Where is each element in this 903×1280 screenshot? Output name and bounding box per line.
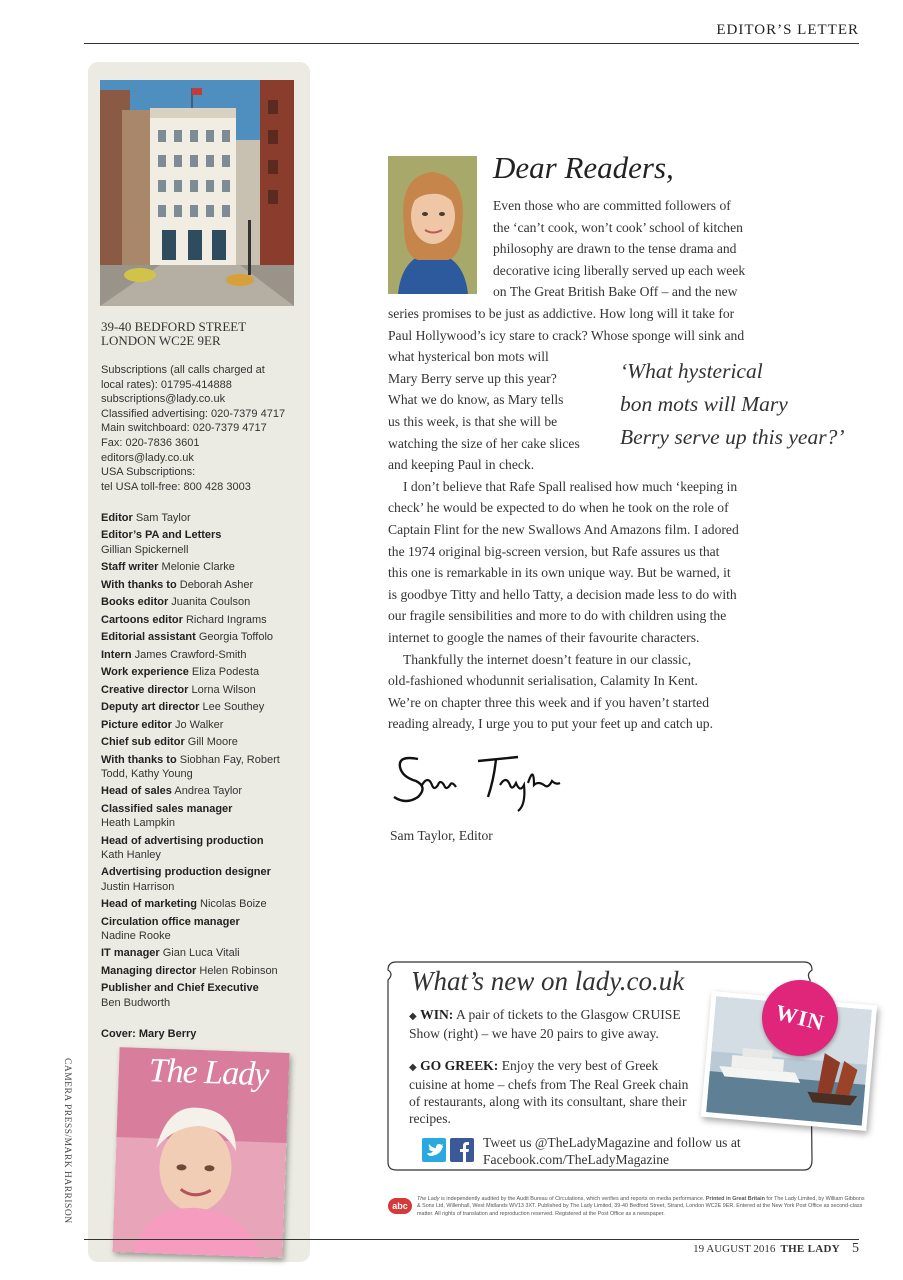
- staff-entry: [101, 648, 306, 662]
- letter-line: what hysterical bon mots will: [388, 349, 549, 365]
- staff-entry: [101, 784, 306, 798]
- staff-entry: [101, 511, 306, 525]
- staff-name: Helen Robinson: [199, 964, 278, 977]
- staff-entry: [101, 683, 306, 697]
- contact-line: tel USA toll-free: 800 428 3003: [101, 480, 251, 493]
- editor-signature: [388, 745, 578, 815]
- letter-line: us this week, is that she will be: [388, 414, 558, 429]
- staff-name: Melonie Clarke: [161, 561, 235, 574]
- staff-role: Circulation office manager: [101, 915, 240, 928]
- letter-line: Even those who are committed followers of: [493, 198, 731, 213]
- staff-entry: [101, 865, 306, 894]
- staff-name: James Crawford-Smith: [134, 648, 247, 661]
- staff-entry: [101, 578, 306, 592]
- letter-line: internet to google the names of their favourite characters.: [388, 630, 700, 645]
- letter-line: our fragile sensibilities and more to do with children using the: [388, 608, 727, 624]
- contact-line: Classified advertising: 020-7379 4717: [101, 407, 286, 420]
- staff-role: Deputy art director: [101, 701, 200, 714]
- staff-name: Justin Harrison: [101, 880, 175, 893]
- staff-role: IT manager: [101, 947, 160, 960]
- contact-line: USA Subscriptions:: [101, 466, 196, 479]
- bedford-street-painting: [100, 80, 294, 306]
- staff-entry: [101, 735, 306, 749]
- staff-name: Jo Walker: [174, 718, 224, 731]
- contact-line: local rates): 01795-414888: [101, 378, 232, 391]
- twitter-icon[interactable]: [422, 1138, 446, 1162]
- section-label: EDITOR’S LETTER: [716, 22, 859, 38]
- staff-entry: [101, 560, 306, 574]
- staff-entry: [101, 964, 306, 978]
- letter-line: Captain Flint for the new Swallows And Amazons film. I adored: [388, 522, 739, 537]
- staff-entry: [101, 834, 306, 863]
- staff-name: Georgia Toffolo: [198, 631, 274, 644]
- letter-line: series promises to be just as addictive. How long will it take for: [388, 306, 735, 321]
- staff-role: Editor: [101, 512, 133, 524]
- pull-quote: [620, 355, 870, 454]
- staff-entry: [101, 802, 306, 831]
- staff-entry: [101, 595, 306, 609]
- letter-line: the 1974 original big-screen version, but Rafe assures us that: [388, 543, 720, 559]
- news-item-win[interactable]: [409, 1006, 699, 1042]
- abc-logo: abc: [388, 1198, 412, 1214]
- staff-name: Heath Lampkin: [101, 817, 175, 830]
- staff-entry: [101, 613, 306, 627]
- cover-masthead: The Lady: [148, 1052, 269, 1094]
- contact-line: subscriptions@lady.co.uk: [101, 393, 226, 406]
- photo-credit: CAMERA PRESS/MARK HARRISON: [62, 1058, 72, 1224]
- bottom-rule: [84, 1239, 859, 1240]
- cover-label: Cover: Mary Berry: [101, 1028, 197, 1040]
- letter-line: philosophy are drawn to the tense drama and: [493, 241, 737, 257]
- letter-line: watching the size of her cake slices: [388, 435, 580, 451]
- letter-line: old-fashioned whodunnit serialisation, Calamity In Kent.: [388, 673, 698, 689]
- staff-list: [101, 511, 306, 1013]
- staff-name: Eliza Podesta: [191, 666, 260, 679]
- contact-list: [101, 363, 305, 494]
- staff-role: Work experience: [101, 666, 189, 679]
- staff-name: Lee Southey: [202, 701, 265, 714]
- staff-name: Kath Hanley: [101, 848, 161, 861]
- staff-name: Lorna Wilson: [191, 683, 256, 696]
- letter-line: We’re on chapter three this week and if you haven’t started: [388, 694, 709, 710]
- letter-line: reading already, I urge you to put your feet up and catch up.: [388, 716, 714, 732]
- facebook-icon[interactable]: [450, 1138, 474, 1162]
- editor-portrait: [388, 156, 477, 294]
- contact-line: Subscriptions (all calls charged at: [101, 364, 265, 376]
- news-item-label: WIN:: [420, 1007, 454, 1022]
- whats-new-title: What’s new on lady.co.uk: [411, 966, 685, 996]
- social-follow-text: Tweet us @TheLadyMagazine and follow us at Facebook.com/TheLadyMagazine: [483, 1135, 741, 1167]
- win-badge: WIN: [754, 972, 846, 1064]
- legal-bold: Printed in Great Britain: [705, 1196, 765, 1202]
- contact-line: Fax: 020-7836 3601: [101, 436, 200, 449]
- magazine-cover: [112, 1047, 289, 1258]
- legal-text: for The Lady Limited, by William Gibbons & Sons Ltd, Willenhall, West Midlands WV13 3XT. Published by The Lady Limited, 39-40 Bedford Street, Strand, London WC2E 9ER. Entered at the New York Post Office as second-class matter. All rights of translation and reproduction reserved. Registered at the Post Office as a newspaper.: [417, 1196, 865, 1217]
- staff-name: Deborah Asher: [179, 578, 254, 591]
- staff-name: Ben Budworth: [101, 996, 171, 1009]
- staff-role: Classified sales manager: [101, 802, 233, 815]
- staff-entry: [101, 665, 306, 679]
- staff-entry: [101, 981, 306, 1010]
- bullet-diamond-icon: ◆: [409, 1011, 417, 1022]
- staff-entry: [101, 528, 306, 557]
- issue-date: 19 AUGUST 2016: [693, 1243, 776, 1255]
- legal-text: is independently audited by the Audit Bureau of Circulations, which verifies and reports on media performance.: [439, 1196, 706, 1202]
- top-rule: [84, 43, 859, 44]
- legal-notice: [417, 1196, 867, 1218]
- page-folio: [693, 1241, 859, 1257]
- staff-name: Juanita Coulson: [171, 596, 251, 609]
- staff-role: Creative director: [101, 683, 189, 696]
- letter-line: Mary Berry serve up this year?: [388, 370, 557, 386]
- bullet-diamond-icon: ◆: [409, 1062, 417, 1073]
- staff-role: Staff writer: [101, 561, 159, 574]
- news-item-go-greek[interactable]: [409, 1057, 699, 1127]
- staff-role: Chief sub editor: [101, 736, 185, 749]
- staff-entry: [101, 630, 306, 644]
- staff-role: With thanks to: [101, 578, 177, 591]
- staff-role: With thanks to: [101, 753, 177, 766]
- staff-entry: [101, 946, 306, 960]
- staff-role: Head of sales: [101, 785, 172, 798]
- contact-line: Main switchboard: 020-7379 4717: [101, 422, 267, 435]
- news-item-text: Enjoy the very best of Greek cuisine at home – chefs from The Real Greek chain of restaurants, along with its consultant, share their recipes.: [409, 1058, 689, 1126]
- letter-line: I don’t believe that Rafe Spall realised how much ‘keeping in: [403, 478, 738, 494]
- staff-role: Editorial assistant: [101, 631, 196, 644]
- letter-heading: Dear Readers,: [493, 150, 674, 185]
- pull-quote-line: Berry serve up this year?’: [620, 425, 845, 449]
- staff-role: Head of advertising production: [101, 834, 264, 847]
- pull-quote-line: bon mots will Mary: [620, 392, 788, 416]
- letter-line: and keeping Paul in check.: [388, 457, 535, 473]
- staff-role: Intern: [101, 648, 132, 661]
- staff-role: Editor’s PA and Letters: [101, 529, 222, 542]
- news-item-text: A pair of tickets to the Glasgow CRUISE Show (right) – we have 20 pairs to give away.: [409, 1007, 681, 1041]
- staff-entry: [101, 700, 306, 714]
- contact-line: editors@lady.co.uk: [101, 451, 194, 464]
- staff-role: Advertising production designer: [101, 866, 271, 879]
- staff-role: Managing director: [101, 964, 197, 977]
- letter-line: What we do know, as Mary tells: [388, 392, 564, 408]
- address-line: LONDON WC2E 9ER: [101, 333, 221, 348]
- staff-entry: [101, 915, 306, 944]
- staff-name: Gian Luca Vitali: [162, 947, 240, 960]
- staff-role: Publisher and Chief Executive: [101, 982, 259, 995]
- letter-line: decorative icing liberally served up each week: [493, 262, 746, 278]
- staff-name: Sam Taylor: [135, 512, 191, 524]
- staff-role: Cartoons editor: [101, 613, 183, 626]
- staff-role: Books editor: [101, 596, 169, 609]
- staff-role: Head of marketing: [101, 898, 197, 911]
- letter-line: the ‘can’t cook, won’t cook’ school of kitchen: [493, 219, 743, 235]
- staff-name: Richard Ingrams: [185, 613, 267, 626]
- letter-line: Thankfully the internet doesn’t feature in our classic,: [403, 651, 692, 667]
- letter-line: this one is remarkable in its own unique way. But be warned, it: [388, 565, 731, 581]
- sign-off: Sam Taylor, Editor: [390, 828, 493, 843]
- staff-role: Picture editor: [101, 718, 172, 731]
- page-number: 5: [852, 1241, 859, 1256]
- staff-entry: [101, 897, 306, 911]
- legal-lead: The Lady: [417, 1196, 440, 1202]
- office-address: [101, 320, 301, 348]
- staff-entry: [101, 718, 306, 732]
- staff-name: Nicolas Boize: [200, 898, 267, 911]
- staff-name: Andrea Taylor: [174, 785, 243, 798]
- staff-name: Nadine Rooke: [101, 929, 171, 942]
- staff-name: Siobhan Fay, Robert Todd, Kathy Young: [101, 753, 280, 780]
- letter-line: is goodbye Titty and hello Tatty, a decision made less to do with: [388, 586, 737, 602]
- magazine-name: THE LADY: [780, 1243, 840, 1255]
- address-line: 39-40 BEDFORD STREET: [101, 319, 247, 334]
- staff-entry: [101, 753, 306, 782]
- staff-name: Gillian Spickernell: [101, 543, 189, 556]
- staff-name: Gill Moore: [187, 736, 238, 749]
- letter-line: Paul Hollywood’s icy stare to crack? Whose sponge will sink and: [388, 327, 745, 343]
- letter-line: on The Great British Bake Off – and the new: [493, 284, 738, 300]
- pull-quote-line: ‘What hysterical: [620, 359, 763, 383]
- letter-line: check’ he would be expected to do when he took on the role of: [388, 500, 729, 516]
- news-item-label: GO GREEK:: [420, 1058, 499, 1073]
